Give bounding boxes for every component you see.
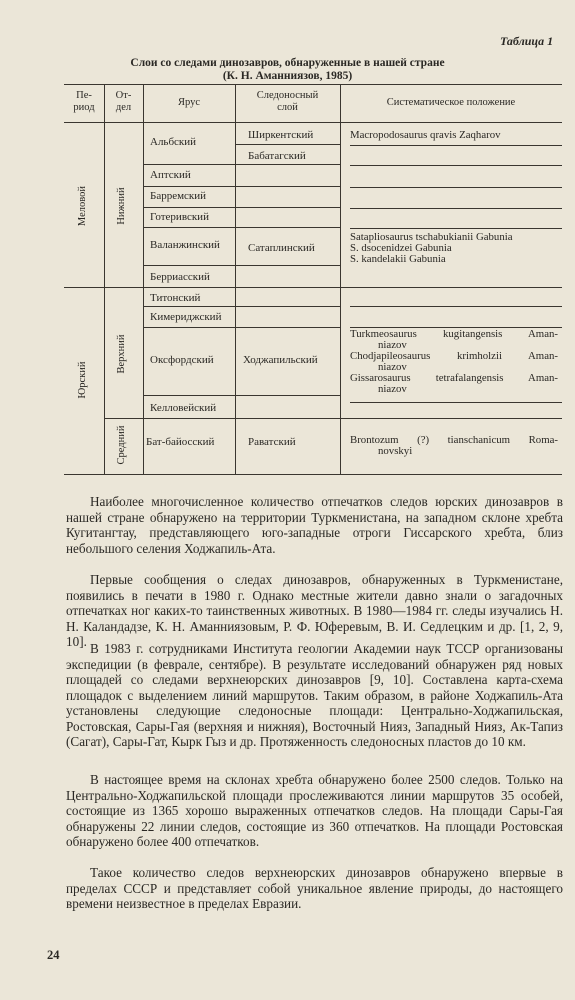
table-header-stage: Ярус: [177, 97, 201, 108]
stage-tithonian: Титонский: [150, 292, 201, 304]
layer-shirkent: Ширкентский: [248, 129, 314, 141]
stage-albian: Альбский: [150, 136, 197, 148]
page-number: 24: [47, 948, 60, 962]
table-header-position: Систематическое положение: [386, 97, 516, 108]
upper-dept: Верхний: [116, 334, 127, 374]
table-title-author: (К. Н. Аманниязов, 1985): [222, 70, 353, 82]
layer-ravat: Раватский: [248, 436, 296, 448]
paragraph-4: В настоящее время на склонах хребта обнаружено более 2500 следов. Только на Центрально-Ходжапильской площади прослеживаются линии маршрутов 35 особей, состоящие из 1365 хорошо выраженных отпечатков следов. На площади Сары-Гая обнаружены 22 линии следов, состоящие из 360 отпечатков. На площади Ростовская обнаружено более 400 отпечатков.: [66, 772, 563, 849]
stage-barremian: Барремский: [150, 190, 207, 202]
middle-dept: Средний: [116, 425, 127, 465]
paragraph-2: Первые сообщения о следах динозавров, обнаруженных в Туркменистане, появились в печати в 1980 г. Однако местные жители давно знали о загадочных отпечатках ног каких-то таинственных животных. В 1980—1984 гг. следы изучались Н. Н. Каландадзе, К. Н. Аманниязовым, Р. Ф. Юферевым, В. И. Седлецким и др. [1, 2, 9, 10].: [66, 572, 563, 649]
jurassic-period: Юрский: [77, 361, 88, 399]
stage-oxfordian: Оксфордский: [150, 354, 214, 366]
stage-bath-bajocian: Бат-байосский: [146, 436, 215, 448]
paragraph-1: Наиболее многочисленное количество отпечатков следов юрских динозавров в нашей стране обнаружено на территории Туркменистана, на западном склоне хребта Кугитангтау, представляющего юго-западные отроги Гиссарского хребта, близ небольшого селения Ходжапиль-Ата.: [66, 494, 563, 556]
stage-kimmeridgian: Кимериджский: [150, 311, 222, 323]
layer-sataplia: Сатаплинский: [248, 242, 315, 254]
lower-dept: Нижний: [116, 187, 127, 225]
stage-valanginian: Валанжинский: [150, 239, 220, 251]
table-label: Таблица 1: [500, 34, 554, 48]
position-bath-bajocian: Brontozum (?) tianschanicum Roma- novskyi: [350, 434, 558, 457]
table-header-dept: От- дел: [115, 90, 132, 113]
layer-babatag: Бабатагский: [248, 150, 306, 162]
stage-berriasian: Берриасский: [150, 271, 210, 283]
position-oxfordian: Turkmeosaurus kugitangensis Aman- niazov Chodjapileosaurus krimholzii Aman- niazov Gissarosaurus tetrafalangensis Aman- niazov: [350, 328, 558, 395]
paragraph-5: Такое количество следов верхнеюрских динозавров обнаружено впервые в пределах СССР и представляет собой уникальное явление природы, до настоящего времени неизвестное в пределах Евразии.: [66, 865, 563, 911]
stage-callovian: Келловейский: [150, 402, 217, 414]
position-valanginian: Satapliosaurus tschabukianii Gabunia S. dsocenidzei Gabunia S. kandelakii Gabunia: [350, 231, 513, 265]
stage-hauterivian: Готеривский: [150, 211, 209, 223]
cretaceous-period: Меловой: [77, 185, 88, 227]
layer-khodzhapil: Ходжапильский: [243, 354, 318, 366]
position-albian: Macropodosaurus qravis Zaqharov: [350, 129, 501, 141]
table-header-period: Пе- риод: [73, 90, 95, 113]
table-header-layer: Следоносный слой: [256, 90, 319, 113]
table-title: Слои со следами динозавров, обнаруженные в нашей стране: [130, 57, 445, 69]
paragraph-3: В 1983 г. сотрудниками Института геологии Академии наук ТССР организованы экспедиции (в феврале, сентябре). В результате исследований обнаружен ряд новых площадей со следами верхнеюрских динозавров [9, 10]. Составлена карта-схема площадок с выделением линий маршрутов. Таким образом, в районе Ходжапиль-Ата установлены следующие следоносные площади: Центрально-Ходжапильская, Ростовская, Сары-Гая (верхняя и нижняя), Восточный Нияз, Западный Нияз, Ак-Тапиз (Сагат), Сары-Гат, Кырк Гыз и др. Протяженность следоносных пластов до 10 км.: [66, 641, 563, 749]
stage-aptian: Аптский: [150, 169, 191, 181]
